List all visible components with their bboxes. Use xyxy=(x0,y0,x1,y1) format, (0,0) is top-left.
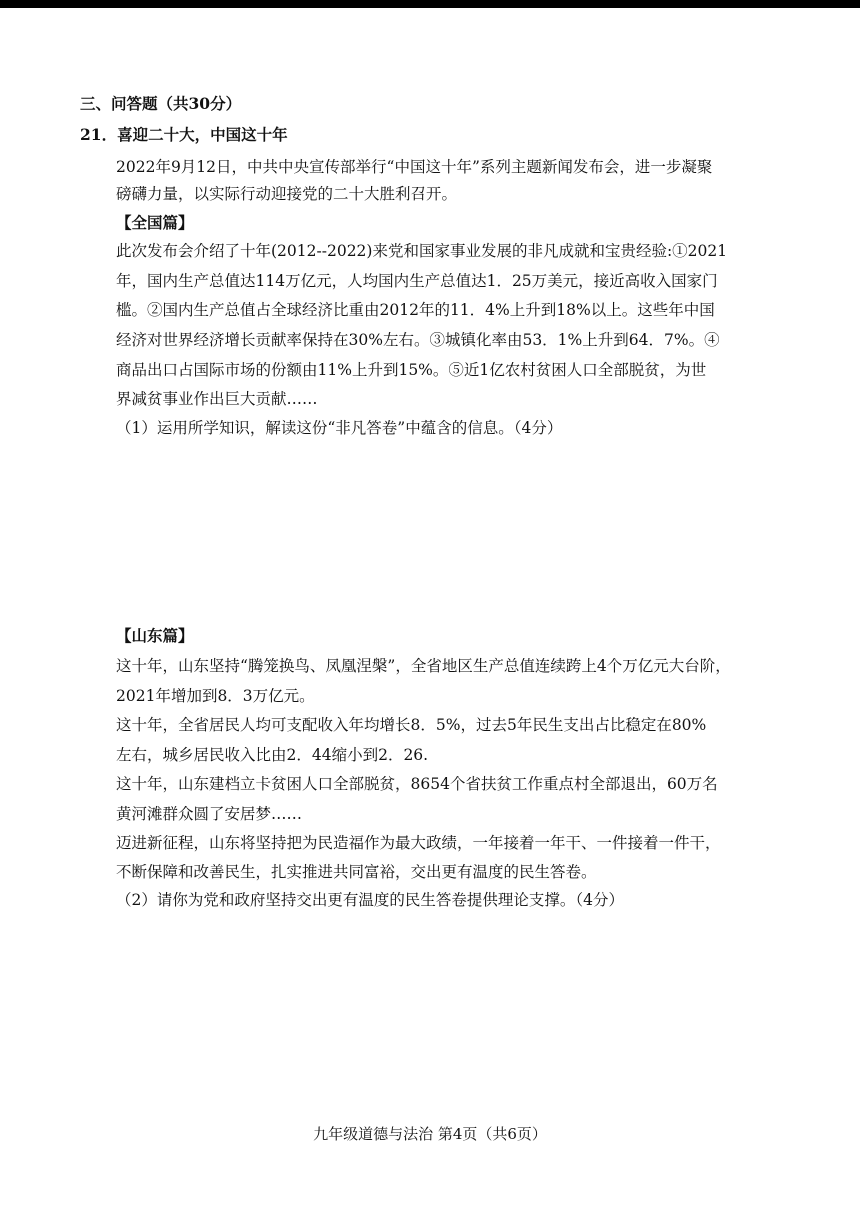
national-line-6: 界减贫事业作出巨大贡献…… xyxy=(116,390,318,408)
shandong-prompt: （2）请你为党和政府坚持交出更有温度的民生答卷提供理论支撑。（4分） xyxy=(116,891,624,909)
national-heading: 【全国篇】 xyxy=(116,213,194,232)
national-line-1: 此次发布会介绍了十年(2012--2022)来党和国家事业发展的非凡成就和宝贵经验:①2021 xyxy=(116,242,728,260)
shandong-line-5: 这十年，山东建档立卡贫困人口全部脱贫，8654个省扶贫工作重点村全部退出，60万名 xyxy=(116,775,718,793)
shandong-line-1: 这十年，山东坚持“腾笼换鸟、凤凰涅槃”，全省地区生产总值连续跨上4个万亿元大台阶， xyxy=(116,657,731,675)
shandong-line-6: 黄河滩群众圆了安居梦…… xyxy=(116,805,303,823)
national-prompt: （1）运用所学知识，解读这份“非凡答卷”中蕴含的信息。（4分） xyxy=(116,419,563,437)
scan-top-border xyxy=(0,0,860,8)
shandong-line-3: 这十年，全省居民人均可支配收入年均增长8．5%，过去5年民生支出占比稳定在80% xyxy=(116,716,707,734)
section-title: 三、问答题（共30分） xyxy=(80,94,242,113)
shandong-line-7: 迈进新征程，山东将坚持把为民造福作为最大政绩，一年接着一年干、一件接着一件干， xyxy=(116,834,721,852)
shandong-line-8: 不断保障和改善民生，扎实推进共同富裕，交出更有温度的民生答卷。 xyxy=(116,863,597,881)
shandong-line-2: 2021年增加到8．3万亿元。 xyxy=(116,687,315,705)
intro-line-2: 磅礴力量，以实际行动迎接党的二十大胜利召开。 xyxy=(116,185,458,203)
intro-line-1: 2022年9月12日，中共中央宣传部举行“中国这十年”系列主题新闻发布会，进一步凝聚 xyxy=(116,158,713,176)
national-line-5: 商品出口占国际市场的份额由11%上升到15%。⑤近1亿农村贫困人口全部脱贫，为世 xyxy=(116,361,707,379)
national-line-2: 年，国内生产总值达114万亿元，人均国内生产总值达1．25万美元，接近高收入国家门 xyxy=(116,272,718,290)
national-line-3: 槛。②国内生产总值占全球经济比重由2012年的11．4%上升到18%以上。这些年中国 xyxy=(116,301,715,319)
page-footer: 九年级道德与法治 第4页（共6页） xyxy=(313,1125,547,1143)
shandong-heading: 【山东篇】 xyxy=(116,626,194,645)
shandong-line-4: 左右，城乡居民收入比由2．44缩小到2．26. xyxy=(116,746,429,764)
question-title: 21．喜迎二十大，中国这十年 xyxy=(80,125,288,144)
national-line-4: 经济对世界经济增长贡献率保持在30%左右。③城镇化率由53．1%上升到64．7%。④ xyxy=(116,331,720,349)
